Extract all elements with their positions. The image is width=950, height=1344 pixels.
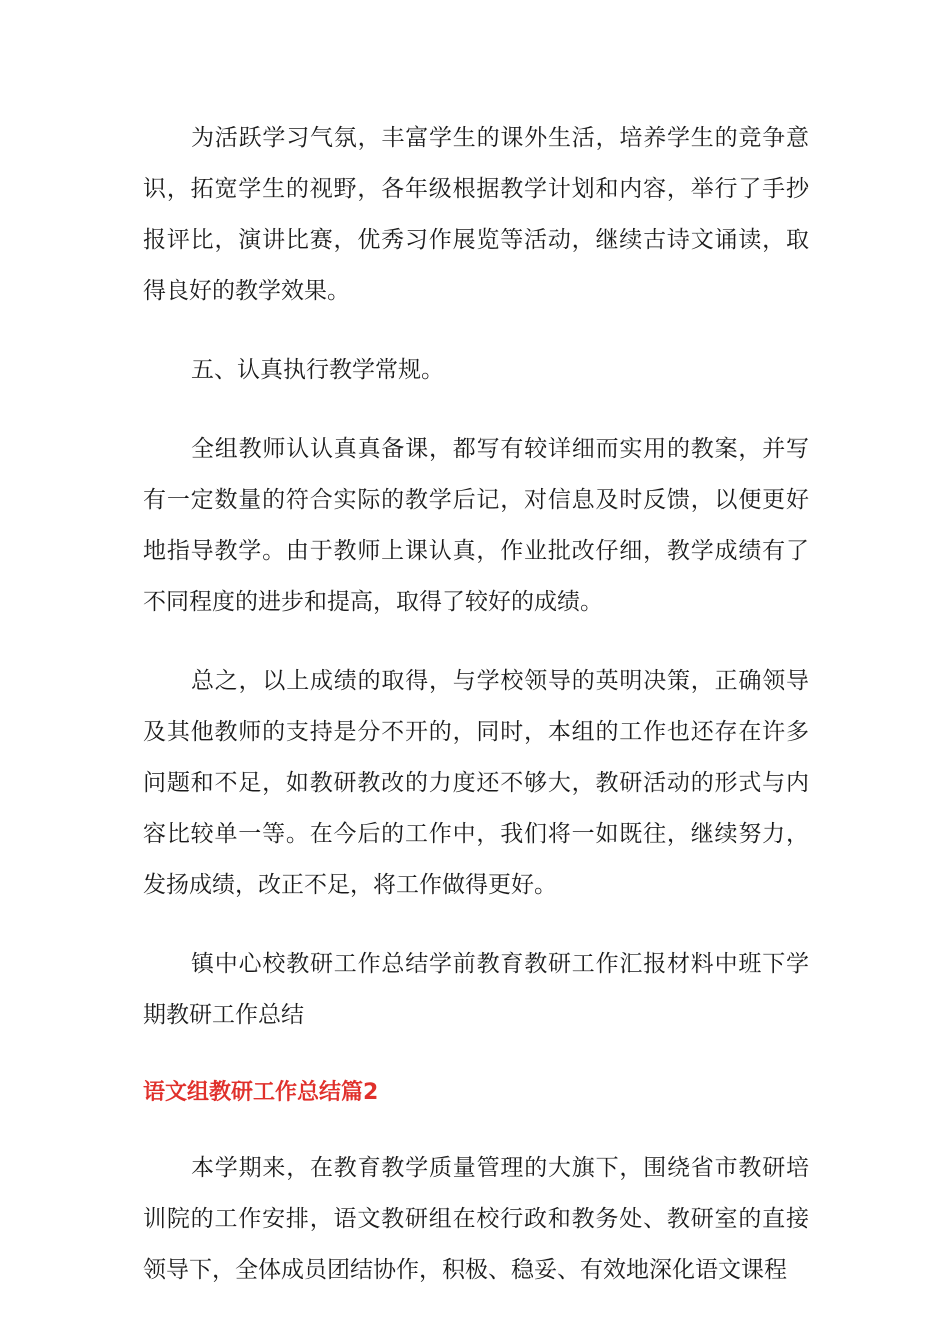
paragraph-summary: 总之，以上成绩的取得，与学校领导的英明决策，正确领导及其他教师的支持是分不开的，同时，本组的工作也还存在许多问题和不足，如教研教改的力度还不够大，教研活动的形式与内容比较单一等。在今后的工作中，我们将一如既往，继续努力，发扬成绩，改正不足，将工作做得更好。 [143,668,809,898]
paragraph-semester-intro: 本学期来，在教育教学质量管理的大旗下，围绕省市教研培训院的工作安排，语文教研组在校行政和教务处、教研室的直接领导下，全体成员团结协作，积极、稳妥、有效地深化语文课程 [143,1155,809,1283]
item-heading-five: 五、认真执行教学常规。 [191,357,444,383]
section-title: 语文组教研工作总结篇2 [143,1080,379,1105]
paragraph-related-titles: 镇中心校教研工作总结学前教育教研工作汇报材料中班下学期教研工作总结 [143,951,809,1028]
document-body [143,113,809,1324]
paragraph-activities: 为活跃学习气氛，丰富学生的课外生活，培养学生的竞争意识，拓宽学生的视野，各年级根据教学计划和内容，举行了手抄报评比，演讲比赛，优秀习作展览等活动，继续古诗文诵读，取得良好的教学效果。 [143,125,809,304]
paragraph-teaching-routine: 全组教师认认真真备课，都写有较详细而实用的教案，并写有一定数量的符合实际的教学后记，对信息及时反馈，以便更好地指导教学。由于教师上课认真，作业批改仔细，教学成绩有了不同程度的进步和提高，取得了较好的成绩。 [143,436,809,615]
